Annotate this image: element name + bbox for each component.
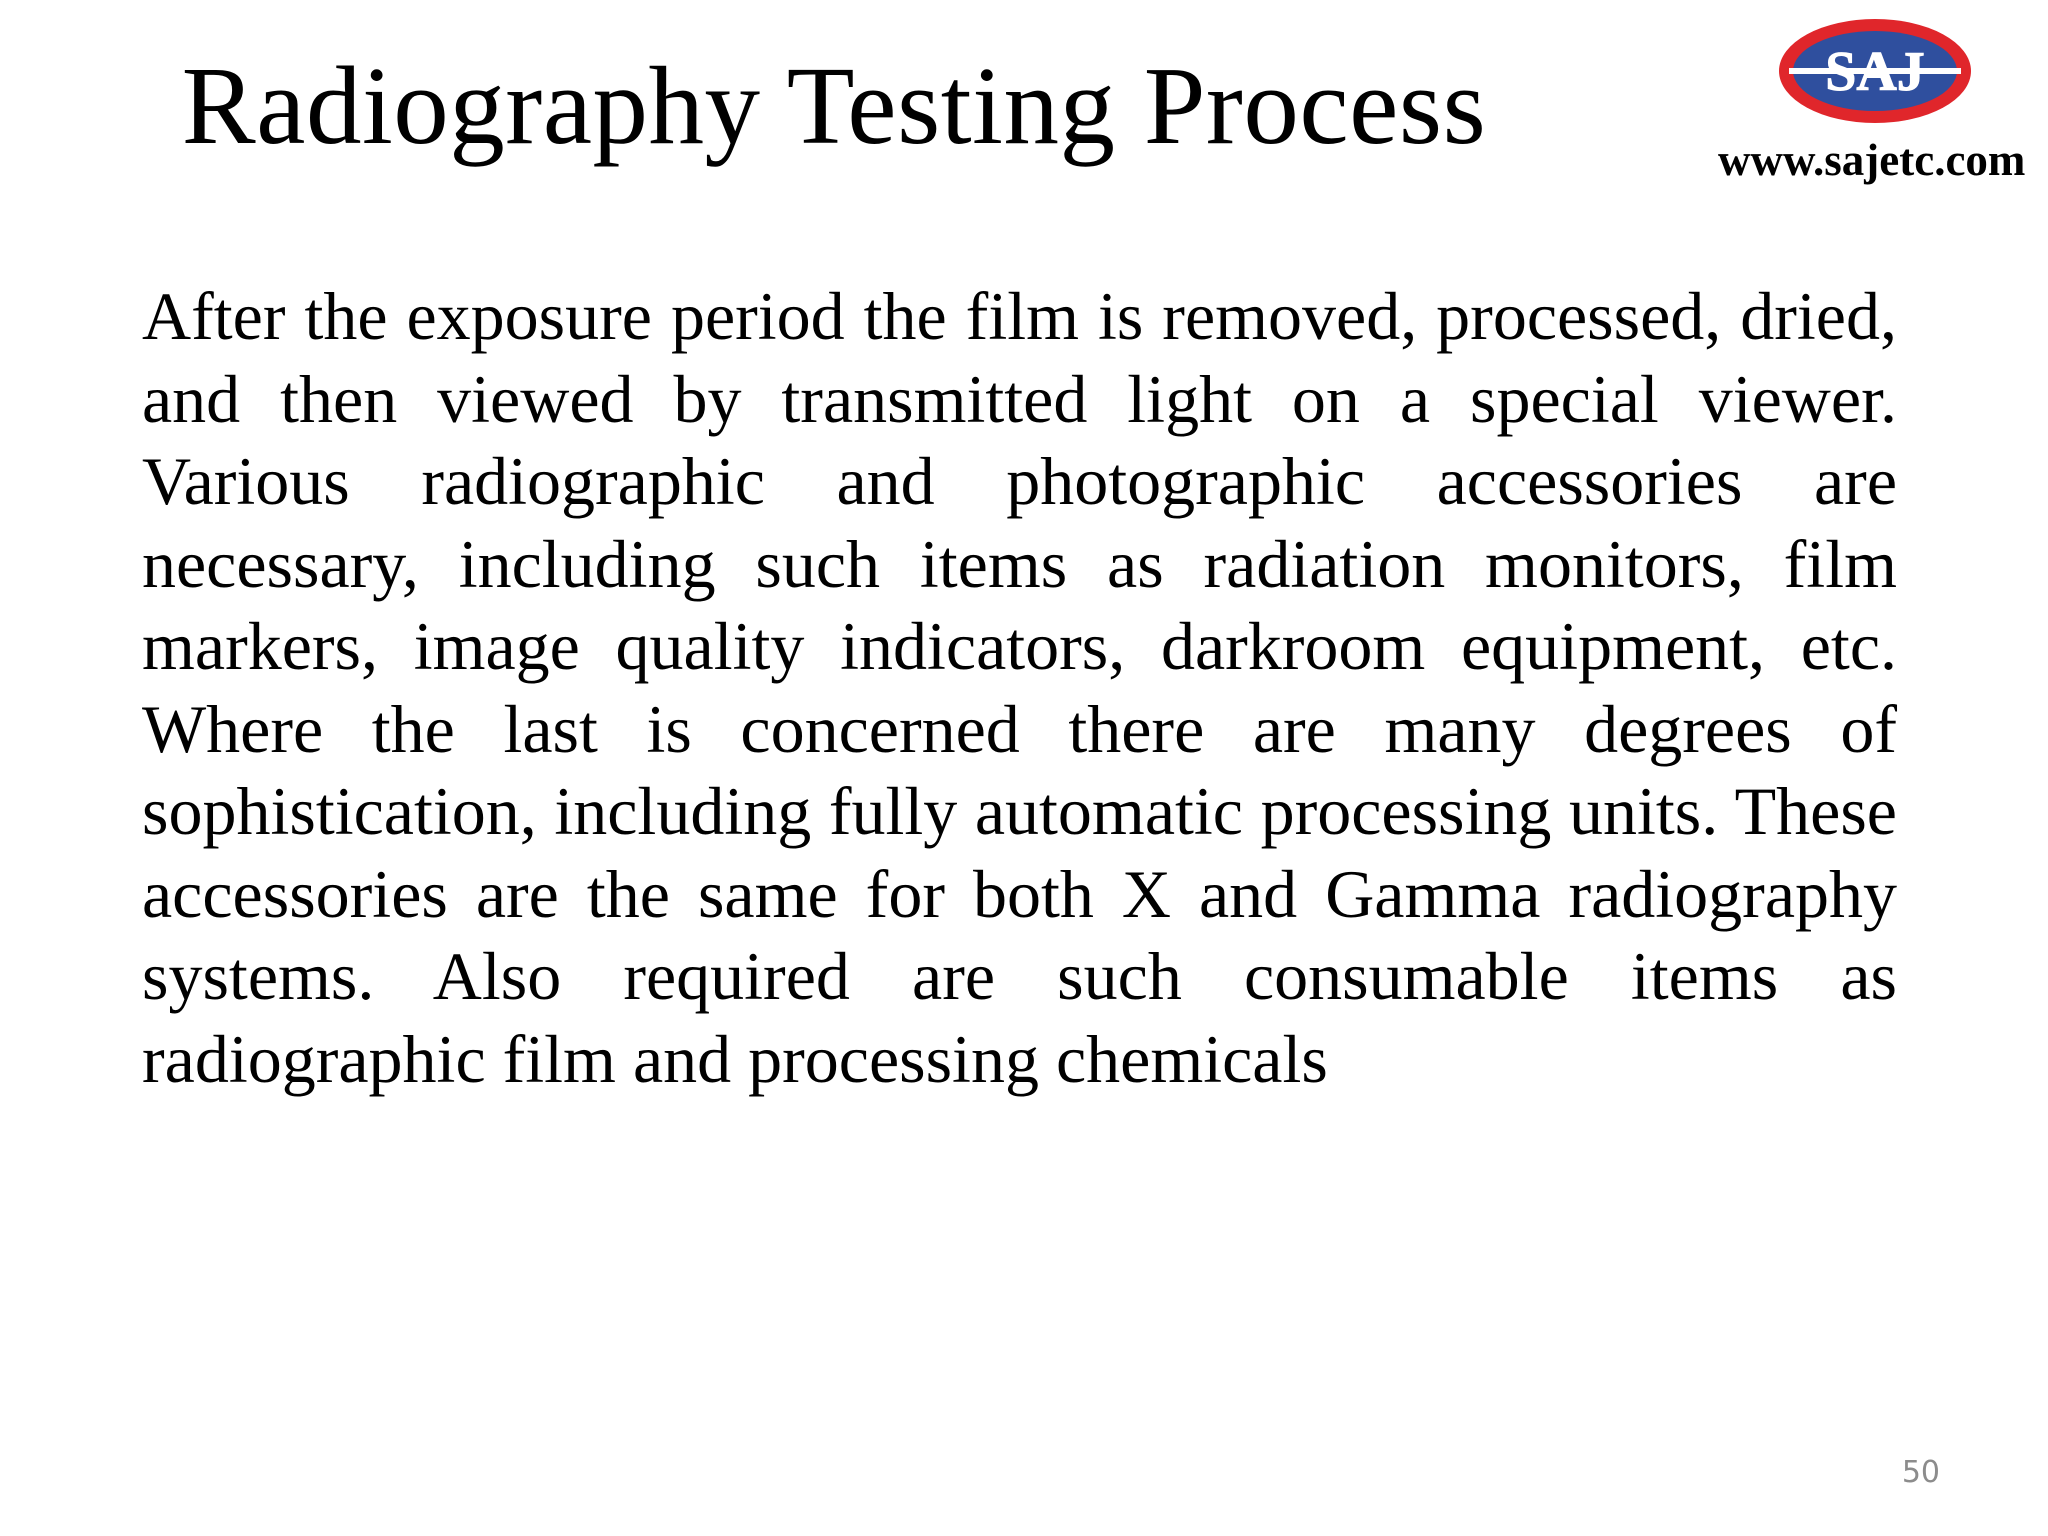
slide-title: Radiography Testing Process [181,45,1487,168]
svg-text:SAJ: SAJ [1825,41,1925,103]
website-url: www.sajetc.com [1718,135,2026,185]
body-paragraph: After the exposure period the film is removed, processed, dried, and then viewed by transmitted light on a special viewer. Various radiographic and photographic accessories are necessary, including such items as radiation monitors, film markers, image quality indicators, darkroom equipment, etc. Where the last is concerned there are many degrees of sophistication, including fully automatic processing units. These accessories are the same for both X and Gamma radiography systems. Also required are such consumable items as radiographic film and processing chemicals [142,278,1897,1097]
page-number: 50 [1901,1455,1940,1490]
saj-logo [1775,16,1975,126]
